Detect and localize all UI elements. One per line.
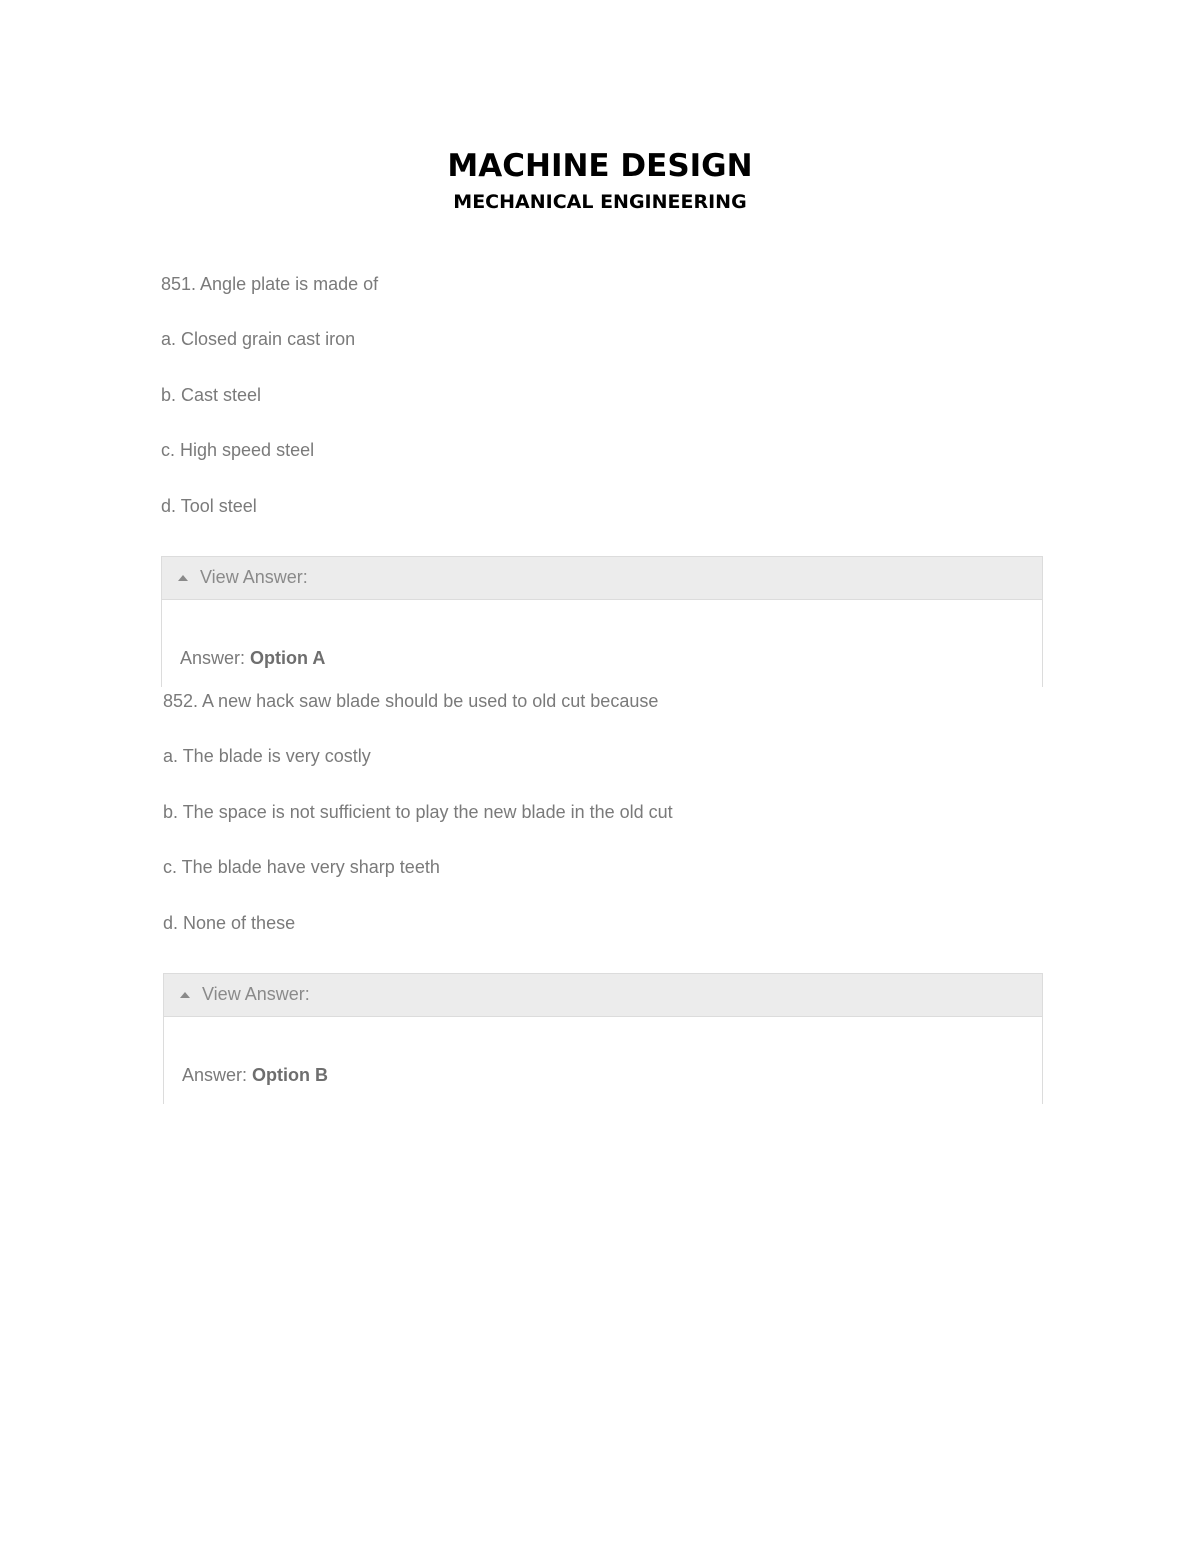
question-block: [163, 687, 1043, 1104]
view-answer-toggle[interactable]: [161, 556, 1043, 600]
option-a: a. The blade is very costly: [163, 746, 371, 767]
answer-panel: [163, 973, 1043, 1104]
view-answer-label: View Answer:: [200, 567, 308, 588]
option-d: d. Tool steel: [161, 495, 257, 516]
page-header: [0, 146, 1200, 214]
view-answer-toggle[interactable]: [163, 973, 1043, 1017]
page-subtitle: MECHANICAL ENGINEERING: [453, 191, 747, 213]
answer-content: [163, 1017, 1043, 1104]
question-block: [161, 270, 1043, 687]
answer-value: Option B: [252, 1064, 329, 1085]
option-b: b. The space is not sufficient to play the new blade in the old cut: [163, 801, 673, 822]
answer-prefix: Answer:: [182, 1064, 253, 1085]
option-b: b. Cast steel: [161, 384, 262, 405]
answer-value: Option A: [250, 647, 326, 668]
question-text: 852. A new hack saw blade should be used to old cut because: [163, 691, 659, 711]
answer-prefix: Answer:: [180, 647, 251, 668]
question-text: 851. Angle plate is made of: [161, 274, 379, 294]
page-title: MACHINE DESIGN: [447, 148, 753, 184]
caret-up-icon: [178, 575, 188, 581]
answer-panel: [161, 556, 1043, 687]
option-a: a. Closed grain cast iron: [161, 329, 356, 350]
option-d: d. None of these: [163, 912, 296, 933]
view-answer-label: View Answer:: [202, 984, 310, 1005]
option-c: c. The blade have very sharp teeth: [163, 857, 440, 878]
caret-up-icon: [180, 992, 190, 998]
answer-content: [161, 600, 1043, 687]
option-c: c. High speed steel: [161, 440, 315, 461]
